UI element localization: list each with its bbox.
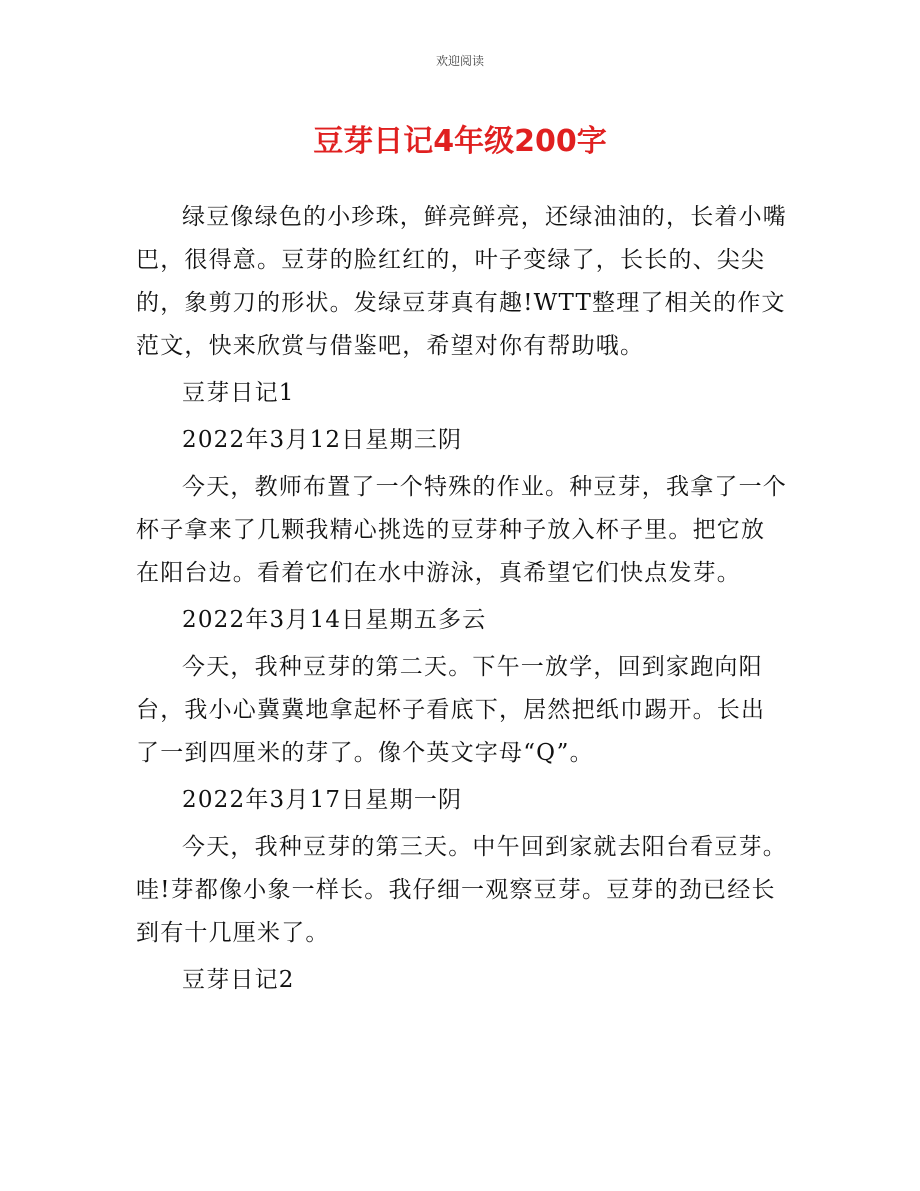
section-heading: 豆芽日记2 (182, 967, 295, 993)
intro-paragraph: 绿豆像绿色的小珍珠，鲜亮鲜亮，还绿油油的，长着小嘴巴，很得意。豆芽的脸红红的，叶子变绿了，长长的、尖尖的，象剪刀的形状。发绿豆芽真有趣!WTT整理了相关的作文范文，快来欣赏与借鉴吧，希望对你有帮助哦。 (136, 204, 787, 359)
diary-date: 2022年3月12日星期三阴 (182, 427, 463, 453)
diary-date: 2022年3月14日星期五多云 (182, 607, 487, 633)
document-title: 豆芽日记4年级200字 (313, 124, 607, 159)
document-body (136, 196, 788, 1002)
diary-entry: 今天，我种豆芽的第二天。下午一放学，回到家跑向阳台，我小心冀冀地拿起杯子看底下，居然把纸巾踢开。长出了一到四厘米的芽了。像个英文字母“Q”。 (136, 654, 766, 766)
diary-entry: 今天，教师布置了一个特殊的作业。种豆芽，我拿了一个杯子拿来了几颗我精心挑选的豆芽种子放入杯子里。把它放在阳台边。看着它们在水中游泳，真希望它们快点发芽。 (136, 474, 787, 586)
header-note: 欢迎阅读 (435, 54, 484, 68)
diary-date: 2022年3月17日星期一阴 (182, 787, 463, 813)
diary-entry: 今天，我种豆芽的第三天。中午回到家就去阳台看豆芽。哇!芽都像小象一样长。我仔细一观察豆芽。豆芽的劲已经长到有十几厘米了。 (136, 834, 787, 946)
section-heading: 豆芽日记1 (182, 380, 295, 406)
